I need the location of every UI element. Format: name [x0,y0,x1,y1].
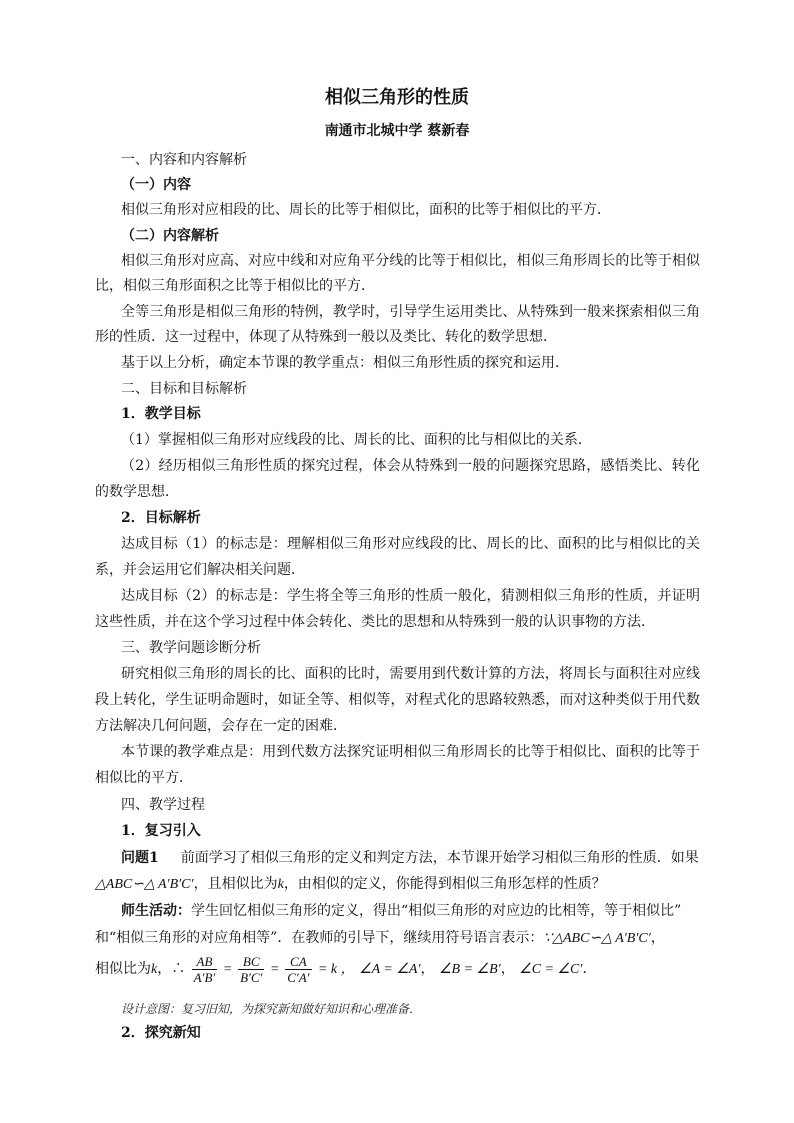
section-heading-2: 二、目标和目标解析 [121,381,247,397]
teacher-activity-text: 和“相似三角形的对应角相等”．在教师的引导下，继续用符号语言表示： [95,930,544,946]
goal-2-line-2: 的数学思想． [95,484,179,500]
question-label: 问题1 [121,850,159,866]
subheading-content: （一）内容 [121,177,191,193]
angle-c-equation: ∠C = ∠C′ [519,962,583,977]
angle-b-equation: ∠B = ∠B′ [439,962,501,977]
teacher-activity-line-2 [95,929,665,948]
subheading-goal-analysis: 2．目标解析 [121,510,201,526]
ratio-text: ，∴ [157,961,186,977]
paragraph-key-point: 基于以上分析，确定本节课的教学重点：相似三角形性质的探究和运用． [121,355,569,371]
goal-analysis-1-line-1: 达成目标（1）的标志是：理解相似三角形对应线段的比、周长的比、面积的比与相似比的关 [121,536,700,552]
ratio-text: 相似比为 [95,961,151,977]
page-title: 相似三角形的性质 [325,87,469,108]
equals-k: = k ， [317,962,355,977]
question-1-line-1 [121,849,699,867]
diagnosis-line-3: 方法解决几何问题，会存在一定的困难． [95,718,347,734]
diagnosis-line-1: 研究相似三角形的周长的比、面积的比时，需要用到代数计算的方法，将周长与面积往对应线 [121,666,700,682]
goal-analysis-1-line-2: 系，并会运用它们解决相关问题． [95,562,305,578]
difficulty-line-1: 本节课的教学难点是：用到代数方法探究证明相似三角形周长的比等于相似比、面积的比等于 [121,744,700,760]
question-1-line-2 [95,875,606,894]
subheading-teaching-goals: 1．教学目标 [121,406,201,422]
subheading-review: 1．复习引入 [121,823,201,839]
author-line: 南通市北城中学 蔡新春 [324,123,470,139]
diagnosis-line-2: 段上转化，学生证明命题时，如证全等、相似等，对程式化的思路较熟悉，而对这种类似于用代数 [95,692,700,708]
paragraph-analysis-line-1: 相似三角形对应高、对应中线和对应角平分线的比等于相似比，相似三角形周长的比等于相似 [121,253,700,269]
paragraph-special-case-line-1: 全等三角形是相似三角形的特例，教学时，引导学生运用类比、从特殊到一般来探索相似三角 [121,304,700,320]
teacher-activity-text: 学生回忆相似三角形的定义，得出“相似三角形的对应边的比相等，等于相似比” [191,903,682,919]
goal-analysis-2-line-1: 达成目标（2）的标志是：学生将全等三角形的性质一般化，猜测相似三角形的性质，并证明 [121,588,700,604]
angle-a-equation: ∠A = ∠A′ [359,962,421,977]
question-text-part: ，且相似比为 [193,876,278,892]
subheading-explore: 2．探究新知 [121,1025,201,1041]
question-text-part: ，由相似的定义，你能得到相似三角形怎样的性质？ [283,876,606,892]
punctuation: ， [650,930,665,946]
design-intent-note: 设计意图：复习旧知，为探究新知做好知识和心理准备． [121,1002,422,1016]
fraction-ca: $\frac{CA}{C'A'}$ [287,953,310,985]
goal-1: （1）掌握相似三角形对应线段的比、周长的比、面积的比与相似比的关系． [121,432,592,448]
section-heading-3: 三、教学问题诊断分析 [121,640,261,656]
section-heading-4: 四、教学过程 [121,797,205,813]
teacher-activity-line-1 [121,902,681,920]
subheading-content-analysis: （二）内容解析 [121,228,219,244]
goal-analysis-2-line-2: 这些性质，并在这个学习过程中体会转化、类比的思想和从特殊到一般的认识事物的方法． [95,614,655,630]
fraction-ab: $\frac{AB}{A'B'}$ [193,953,216,985]
similar-triangles-expression: △ABC∽△ A′B′C′ [95,877,194,892]
question-text: 前面学习了相似三角形的定义和判定方法，本节课开始学习相似三角形的性质．如果 [180,850,699,866]
difficulty-line-2: 相似比的平方． [95,770,193,786]
paragraph-analysis-line-2: 比，相似三角形面积之比等于相似比的平方． [95,278,375,294]
goal-2-line-1: （2）经历相似三角形性质的探究过程，体会从特殊到一般的问题探究思路，感悟类比、转化 [121,458,700,474]
paragraph-content: 相似三角形对应相段的比、周长的比等于相似比，面积的比等于相似比的平方． [121,202,611,218]
paragraph-special-case-line-2: 形的性质．这一过程中，体现了从特殊到一般以及类比、转化的数学思想． [95,329,557,345]
ratio-k: k [151,962,158,977]
ratio-k: k [277,877,284,892]
teacher-activity-label: 师生活动： [121,903,191,919]
section-heading-1: 一、内容和内容解析 [121,152,247,168]
similar-triangles-expression: ∵△ABC∽△ A′B′C′ [543,931,651,946]
ratio-equations-line: 相似比为k，∴ $\frac{AB}{A'B'}$ = $\frac{BC}{B'C'}$ = $\frac{CA}{C'A'}$ = k ， ∠A = ∠A′， ∠B = ∠B′， ∠C = ∠C′． [95,953,597,985]
fraction-bc: $\frac{BC}{B'C'}$ [240,953,263,985]
